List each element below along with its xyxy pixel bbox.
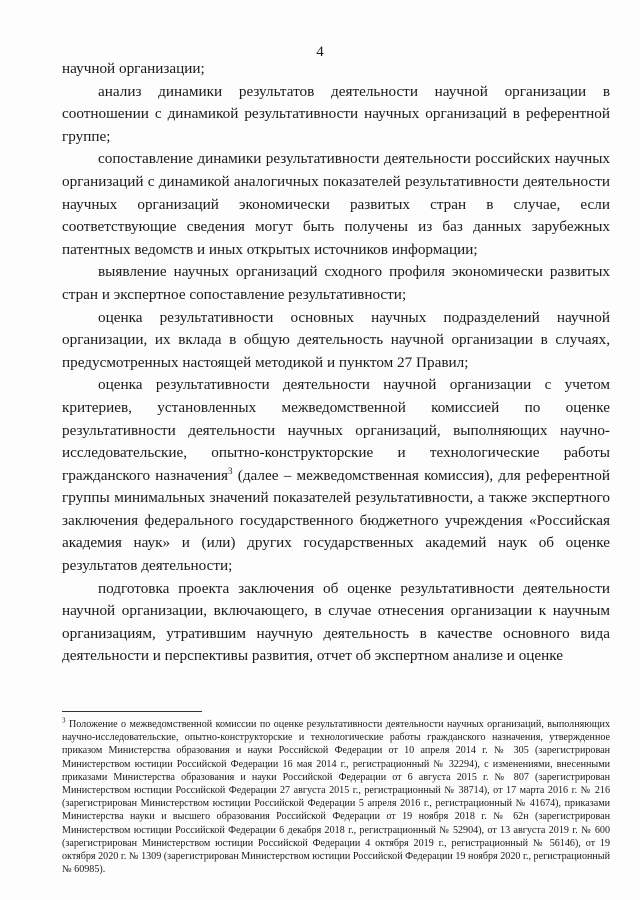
footnote [62,718,610,876]
page-number: 4 [316,44,324,60]
paragraph-analysis: анализ динамики результатов деятельности научной организации в соотношении с динамикой результативности научных организаций в референтной группе; [62,82,610,145]
paragraph-comparison: сопоставление динамики результативности деятельности российских научных организаций с динамикой аналогичных показателей результативности деятельности научных организаций экономически развитых стран в случае, если соответствующие сведения могут быть получены из баз данных зарубежных патентных ведомств и иных открытых источников информации; [62,150,610,258]
paragraph-draft-conclusion: подготовка проекта заключения об оценке результативности деятельности научной организации, включающего, в случае отнесения организации к научным организациям, утратившим научную деятельность в качестве основного вида деятельности и перспективы развития, отчет об экспертном анализе и оценке [62,579,610,665]
paragraph-continuation: научной организации; [62,60,205,77]
footnote-reference: 3 [228,465,233,476]
paragraph-criteria-text-after: (далее – межведомственная комиссия), для референтной группы минимальных значений показателей результативности, а также экспертного заключения федерального государственного бюджетного учреждения «Российская академия наук» и (или) других государственных академий наук об оценке результатов деятельности; [62,466,610,575]
paragraph-criteria-text-before: оценка результативности деятельности научной организации с учетом критериев, установленных межведомственной комиссией по оценке результативности деятельности научных организаций, выполняющих научно-исследовательские, опытно-конструкторские и технологические работы гражданского назначения [62,376,610,484]
footnote-text: Положение о межведомственной комиссии по оценке результативности деятельности научных организаций, выполняющих научно-исследовательские, опытно-конструкторские и технологические работы гражданского назначения, утвержденное приказом Министерства образования и науки Российской Федерации от 10 апреля 2014 г. № 305 (зарегистрирован Министерством юстиции Российской Федерации 16 мая 2014 г., регистрационный № 32294), с изменениями, внесенными приказами Министерства образования и науки Российской Федерации от 6 августа 2015 г. № 807 (зарегистрирован Министерством юстиции Российской Федерации 27 августа 2015 г., регистрационный № 38714), от 17 марта 2016 г. № 216 (зарегистрирован Министерством юстиции Российской Федерации 5 апреля 2016 г., регистрационный № 41674), приказами Министерства науки и высшего образования Российской Федерации от 19 ноября 2018 г. № 62н (зарегистрирован Министерством юстиции Российской Федерации 6 декабря 2018 г., регистрационный № 52904), от 13 августа 2019 г. № 600 (зарегистрирован Министерством юстиции Российской Федерации 4 октября 2019 г., регистрационный № 56146), от 19 октября 2020 г. № 1309 (зарегистрирован Министерством юстиции Российской Федерации 19 ноября 2020 г., регистрационный № 60985). [62,719,610,876]
paragraph-subdivisions: оценка результативности основных научных подразделений научной организации, их вклада в общую деятельность научной организации в случаях, предусмотренных настоящей методикой и пунктом 27 Правил; [62,308,610,371]
paragraph-identification: выявление научных организаций сходного профиля экономически развитых стран и экспертное сопоставление результативности; [62,263,610,303]
body-text [62,58,610,668]
footnote-marker: 3 [62,716,66,725]
paragraph-criteria [62,374,610,577]
footnote-separator [62,711,202,712]
